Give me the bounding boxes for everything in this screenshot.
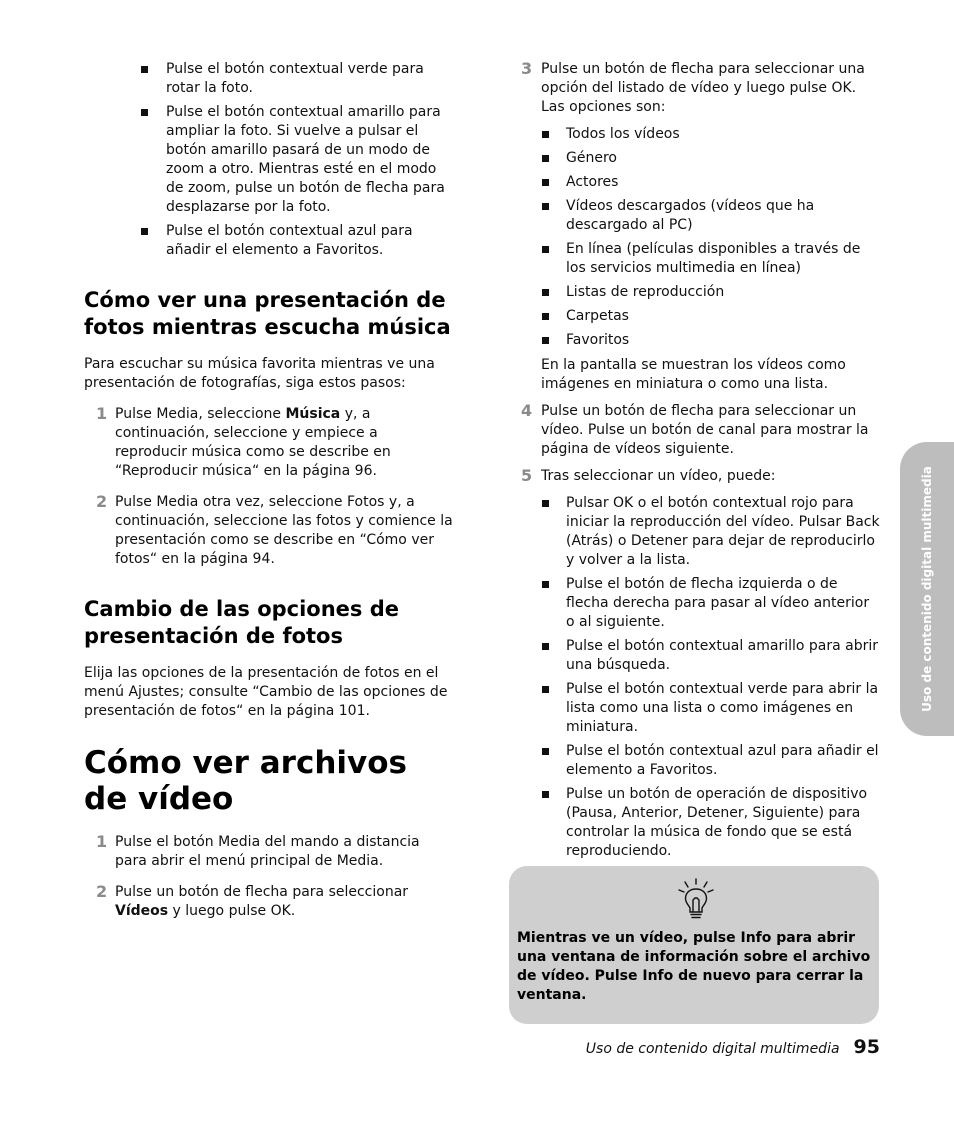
list-item: Género	[516, 149, 882, 168]
right-column	[516, 60, 882, 867]
bullet-square-icon	[542, 686, 549, 693]
bullet-square-icon	[542, 748, 549, 755]
bullet-square-icon	[542, 500, 549, 507]
step-number: 3	[521, 59, 533, 78]
list-item: En línea (películas disponibles a través de los servicios multimedia en línea)	[516, 240, 882, 278]
step-2: 2 Pulse Media otra vez, seleccione Fotos y, a continuación, seleccione las fotos y comience la presentación como se describe en “Cómo ver fotos“ en la página 94.	[96, 492, 453, 567]
list-item: Pulse un botón de operación de dispositivo (Pausa, Anterior, Detener, Siguiente) para controlar la música de fondo que se está reproduciendo.	[516, 785, 882, 861]
list-item: Carpetas	[516, 307, 882, 326]
step-number: 1	[96, 404, 108, 423]
menu-term-videos: Vídeos	[115, 903, 169, 919]
video-actions-list	[516, 494, 882, 861]
section-heading-slideshow-music: Cómo ver una presentación de fotos mientras escucha música	[84, 288, 451, 339]
step-1: 1 Pulse Media, seleccione Música y, a continuación, seleccione y empiece a reproducir música como se describe en “Reproducir música“ en la página 96.	[96, 404, 391, 479]
bullet-square-icon	[542, 246, 549, 253]
step-number: 2	[96, 882, 108, 901]
bullet-square-icon	[542, 131, 549, 138]
list-item: Pulse el botón contextual amarillo para abrir una búsqueda.	[516, 637, 882, 675]
list-item: Pulse el botón contextual azul para añadir el elemento a Favoritos.	[516, 742, 882, 780]
bullet-square-icon	[141, 228, 148, 235]
options-note: En la pantalla se muestran los vídeos como imágenes en miniatura o como una lista.	[541, 357, 846, 392]
list-item: Pulse el botón contextual amarillo para ampliar la foto. Si vuelve a pulsar el botón amarillo pasará de un modo de zoom a otro. Mientras esté en el modo de zoom, pulse un botón de flecha para desplazarse por la foto.	[84, 103, 454, 217]
bullet-square-icon	[542, 313, 549, 320]
bullet-square-icon	[542, 337, 549, 344]
photo-context-buttons-list	[84, 60, 454, 260]
bullet-square-icon	[542, 203, 549, 210]
tip-box	[509, 866, 879, 1024]
list-item: Pulse el botón contextual verde para rotar la foto.	[84, 60, 454, 98]
bullet-square-icon	[542, 643, 549, 650]
list-item: Actores	[516, 173, 882, 192]
bullet-square-icon	[542, 179, 549, 186]
step-2: 2 Pulse un botón de flecha para seleccionar Vídeos y luego pulse OK.	[96, 882, 409, 919]
bullet-square-icon	[542, 581, 549, 588]
step-number: 5	[521, 466, 533, 485]
list-item: Listas de reproducción	[516, 283, 882, 302]
list-item: Vídeos descargados (vídeos que ha descargado al PC)	[516, 197, 882, 235]
bullet-square-icon	[542, 791, 549, 798]
step-1: 1 Pulse el botón Media del mando a distancia para abrir el menú principal de Media.	[96, 832, 420, 869]
step-number: 2	[96, 492, 108, 511]
chapter-side-tab-label: Uso de contenido digital multimedia	[920, 466, 934, 712]
section-text: Elija las opciones de la presentación de fotos en el menú Ajustes; consulte “Cambio de las opciones de presentación de fotos“ en la página 101.	[84, 665, 448, 719]
chapter-side-tab	[900, 442, 954, 736]
list-item: Pulse el botón contextual verde para abrir la lista como una lista o como imágenes en miniatura.	[516, 680, 882, 737]
page-footer	[586, 1036, 880, 1058]
lightbulb-icon	[676, 878, 716, 920]
step-4: 4 Pulse un botón de flecha para seleccionar un vídeo. Pulse un botón de canal para mostrar la página de vídeos siguiente.	[521, 401, 869, 457]
tip-text: Mientras ve un vídeo, pulse Info para abrir una ventana de información sobre el archivo de vídeo. Pulse Info de nuevo para cerrar la ventana.	[517, 930, 871, 1003]
bullet-square-icon	[141, 66, 148, 73]
bullet-square-icon	[542, 155, 549, 162]
list-item: Favoritos	[516, 331, 882, 350]
menu-term-musica: Música	[285, 406, 341, 422]
step-number: 4	[521, 401, 533, 420]
step-5: 5 Tras seleccionar un vídeo, puede:	[521, 466, 776, 485]
section-heading-video: Cómo ver archivos de vídeo	[84, 745, 407, 817]
section-intro: Para escuchar su música favorita mientras ve una presentación de fotografías, siga estos pasos:	[84, 356, 435, 391]
section-heading-slideshow-options: Cambio de las opciones de presentación de fotos	[84, 597, 400, 648]
step-number: 1	[96, 832, 108, 851]
bullet-square-icon	[542, 289, 549, 296]
footer-chapter-title: Uso de contenido digital multimedia	[585, 1041, 840, 1057]
list-item: Todos los vídeos	[516, 125, 882, 144]
step-3: 3 Pulse un botón de flecha para seleccionar una opción del listado de vídeo y luego pulse OK. Las opciones son:	[521, 59, 865, 115]
page-number: 95	[853, 1036, 880, 1058]
left-column	[84, 60, 454, 933]
video-options-list	[516, 125, 882, 350]
list-item: Pulsar OK o el botón contextual rojo para iniciar la reproducción del vídeo. Pulsar Back (Atrás) o Detener para dejar de reproducirlo y volver a la lista.	[516, 494, 882, 570]
list-item: Pulse el botón contextual azul para añadir el elemento a Favoritos.	[84, 222, 454, 260]
list-item: Pulse el botón de flecha izquierda o de flecha derecha para pasar al vídeo anterior o al siguiente.	[516, 575, 882, 632]
bullet-square-icon	[141, 109, 148, 116]
